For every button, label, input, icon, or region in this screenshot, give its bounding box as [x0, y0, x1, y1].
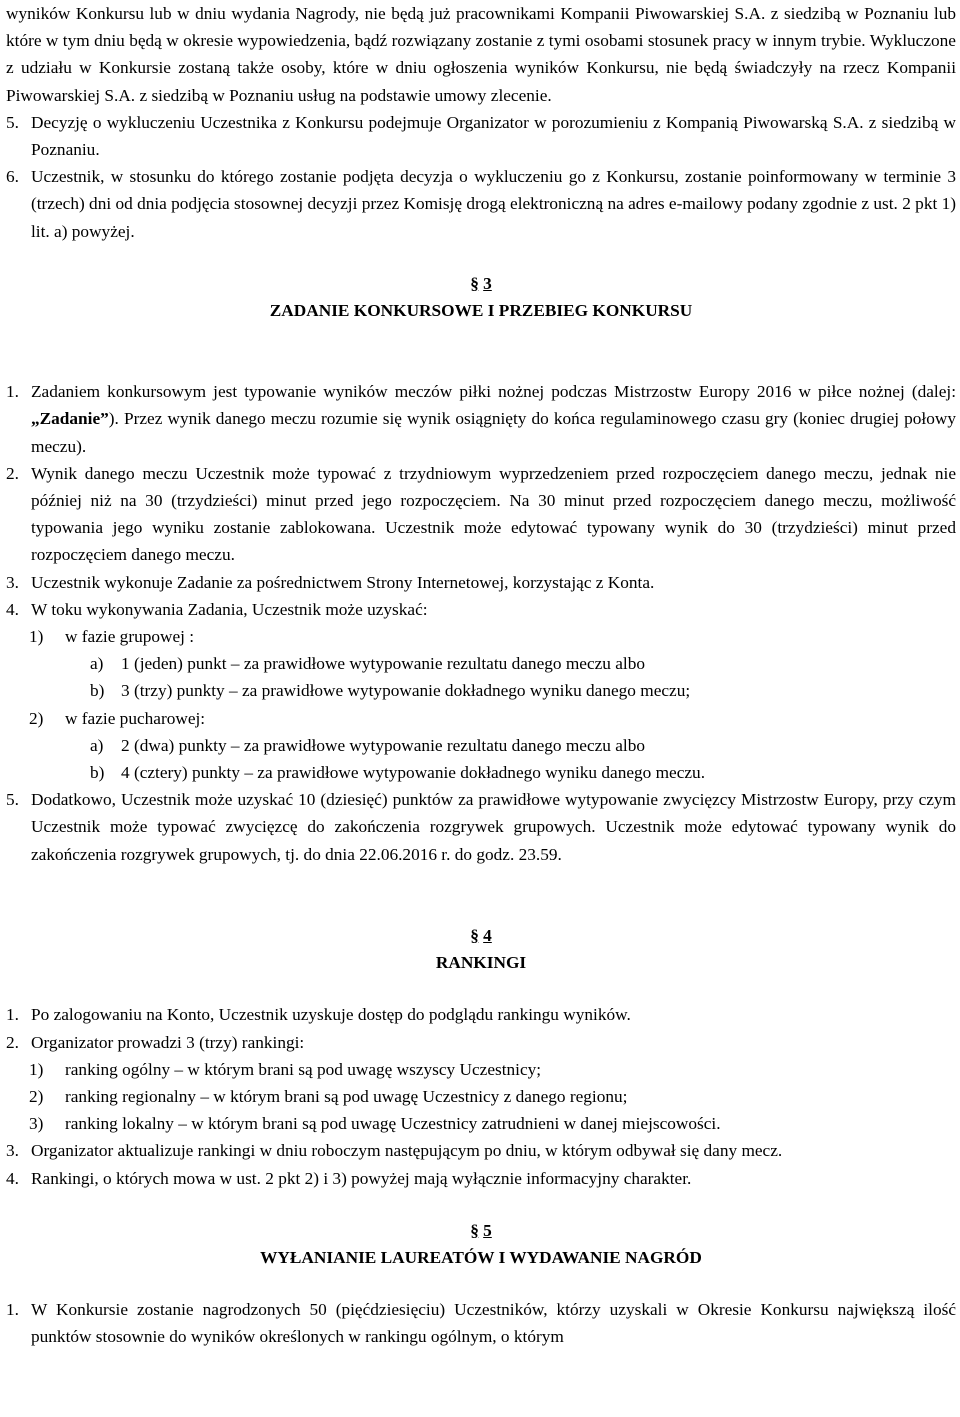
item-text-bold: „Zadanie” — [31, 409, 109, 429]
list-item — [6, 1296, 956, 1350]
list-item — [6, 109, 956, 163]
section-title: ZADANIE KONKURSOWE I PRZEBIEG KONKURSU — [269, 301, 693, 321]
list-item — [6, 460, 956, 569]
list-item — [6, 163, 956, 245]
item-text: Rankingi, o których mowa w ust. 2 pkt 2) i 3) powyżej mają wyłącznie informacyjny charakter. — [31, 1168, 692, 1188]
item-number: 5. — [6, 112, 19, 132]
item-text: Wynik danego meczu Uczestnik może typować z trzydniowym wyprzedzeniem przed rozpoczęciem danego meczu, jednak nie później niż na 30 (trzydzieści) minut przed jego rozpoczęciem. Na 30 minut przed rozpoczęciem danego meczu, możliwość typowania jego wyniku zostanie zablokowana. Uczestnik może edytować typowany wynik do 30 (trzydzieści) minut przed rozpoczęciem danego meczu. — [31, 463, 956, 565]
section-heading-5: § 5 WYŁANIANIE LAUREATÓW I WYDAWANIE NAGRÓD — [6, 1217, 956, 1271]
item-text: Zadaniem konkursowym jest typowanie wyników meczów piłki nożnej podczas Mistrzostw Europy 2016 w piłce nożnej (dalej: — [31, 382, 956, 402]
sub-item-number: 1) — [29, 1059, 44, 1079]
section-number: 5 — [483, 1220, 492, 1240]
sub-item-text: 3 (trzy) punkty – za prawidłowe wytypowanie dokładnego wyniku danego meczu; — [121, 681, 691, 701]
item-number: 1. — [6, 382, 19, 402]
sub-sub-list-item — [6, 650, 956, 677]
sub-item-number: 3) — [29, 1114, 44, 1134]
sub-item-number: 2) — [29, 1086, 44, 1106]
item-number: 1. — [6, 1005, 19, 1025]
item-text: ). Przez wynik danego meczu rozumie się wynik osiągnięty do końca regulaminowego czasu gry (koniec drugiej połowy meczu). — [31, 409, 956, 456]
section-title: RANKINGI — [435, 953, 527, 973]
paragraph-continuation — [6, 0, 956, 109]
sub-item-number: 1) — [29, 627, 44, 647]
sub-item-text: ranking ogólny – w którym brani są pod uwagę wszyscy Uczestnicy; — [65, 1059, 542, 1079]
section-heading-3: § 3 ZADANIE KONKURSOWE I PRZEBIEG KONKURSU — [6, 270, 956, 324]
item-number: 2. — [6, 1032, 19, 1052]
sub-item-text: ranking lokalny – w którym brani są pod uwagę Uczestnicy zatrudnieni w danej miejscowości. — [65, 1114, 721, 1134]
item-number: 6. — [6, 167, 19, 187]
sub-item-text: 2 (dwa) punkty – za prawidłowe wytypowanie rezultatu danego meczu albo — [121, 735, 646, 755]
sub-list-item — [6, 623, 956, 650]
item-number: 3. — [6, 1141, 19, 1161]
section-number: 3 — [483, 273, 492, 293]
sub-item-number: a) — [90, 735, 104, 755]
sub-item-text: w fazie pucharowej: — [65, 708, 206, 728]
paragraph-text-1: wyników Konkursu lub w dniu wydania Nagrody, nie będą już pracownikami Kompanii Piwowarskiej S.A. z siedzibą w Poznaniu lub które w tym dniu będą w okresie wypowiedzenia, bądź rozwiązany zostanie z tymi osobami stosunek pracy w innym trybie. — [6, 4, 956, 51]
item-number: 4. — [6, 599, 19, 619]
sub-item-text: w fazie grupowej : — [65, 627, 195, 647]
item-text: Uczestnik wykonuje Zadanie za pośrednictwem Strony Internetowej, korzystając z Konta. — [31, 572, 655, 592]
sub-sub-list-item — [6, 732, 956, 759]
section-heading-4: § 4 RANKINGI — [6, 922, 956, 976]
item-text: Dodatkowo, Uczestnik może uzyskać 10 (dziesięć) punktów za prawidłowe wytypowanie zwycięzcy Mistrzostw Europy, przy czym Uczestnik może typować zwycięzcę do zakończenia rozgrywek grupowych. Uczestnik może edytować typowany wynik do zakończenia rozgrywek grupowych, tj. do dnia 22.06.2016 r. do godz. 23.59. — [31, 790, 956, 864]
sub-item-number: a) — [90, 654, 104, 674]
list-item — [6, 569, 956, 596]
list-item — [6, 1165, 956, 1192]
sub-item-number: b) — [90, 681, 105, 701]
item-number: 2. — [6, 463, 19, 483]
paragraph-text-2: Wykluczone z udziału w Konkursie zostaną także osoby, które w dniu ogłoszenia wyników Konkursu, nie będą świadczyły na rzecz Kompanii Piwowarskiej S.A. z siedzibą w Poznaniu usług na podstawie umowy zlecenie. — [6, 31, 956, 105]
sub-item-text: ranking regionalny – w którym brani są pod uwagę Uczestnicy z danego regionu; — [65, 1086, 628, 1106]
list-item — [6, 1029, 956, 1056]
sub-item-number: b) — [90, 763, 105, 783]
item-number: 1. — [6, 1300, 19, 1320]
item-text: Uczestnik, w stosunku do którego zostanie podjęta decyzja o wykluczeniu go z Konkursu, zostanie poinformowany w terminie 3 (trzech) dni od dnia podjęcia stosownej decyzji przez Komisję drogą elektroniczną na adres e-mailowy podany zgodnie z ust. 2 pkt 1) lit. a) powyżej. — [31, 167, 956, 241]
sub-list-item — [6, 1056, 956, 1083]
sub-list-item — [6, 1110, 956, 1137]
section-title: WYŁANIANIE LAUREATÓW I WYDAWANIE NAGRÓD — [260, 1247, 702, 1267]
sub-item-number: 2) — [29, 708, 44, 728]
item-text: Decyzję o wykluczeniu Uczestnika z Konkursu podejmuje Organizator w porozumieniu z Kompanią Piwowarską S.A. z siedzibą w Poznaniu. — [31, 112, 956, 160]
sub-list-item — [6, 1083, 956, 1110]
item-text: Organizator aktualizuje rankingi w dniu roboczym następującym po dniu, w którym odbywał się dany mecz. — [31, 1141, 783, 1161]
item-text: Po zalogowaniu na Konto, Uczestnik uzyskuje dostęp do podglądu rankingu wyników. — [31, 1005, 631, 1025]
list-item — [6, 378, 956, 460]
list-item — [6, 596, 956, 623]
sub-item-text: 1 (jeden) punkt – za prawidłowe wytypowanie rezultatu danego meczu albo — [121, 654, 646, 674]
item-number: 3. — [6, 572, 19, 592]
list-item — [6, 1137, 956, 1164]
list-item — [6, 1001, 956, 1028]
item-text: W Konkursie zostanie nagrodzonych 50 (pięćdziesięciu) Uczestników, którzy uzyskali w Okresie Konkursu największą ilość punktów stosownie do wyników określonych w rankingu ogólnym, o którym — [31, 1300, 956, 1347]
item-text: Organizator prowadzi 3 (trzy) rankingi: — [31, 1032, 305, 1052]
item-number: 4. — [6, 1168, 19, 1188]
sub-list-item — [6, 705, 956, 732]
section-number: 4 — [483, 925, 492, 945]
list-item — [6, 786, 956, 868]
sub-item-text: 4 (cztery) punkty – za prawidłowe wytypowanie dokładnego wyniku danego meczu. — [121, 763, 706, 783]
sub-sub-list-item — [6, 677, 956, 704]
item-number: 5. — [6, 790, 19, 810]
item-text: W toku wykonywania Zadania, Uczestnik może uzyskać: — [31, 599, 428, 619]
sub-sub-list-item — [6, 759, 956, 786]
